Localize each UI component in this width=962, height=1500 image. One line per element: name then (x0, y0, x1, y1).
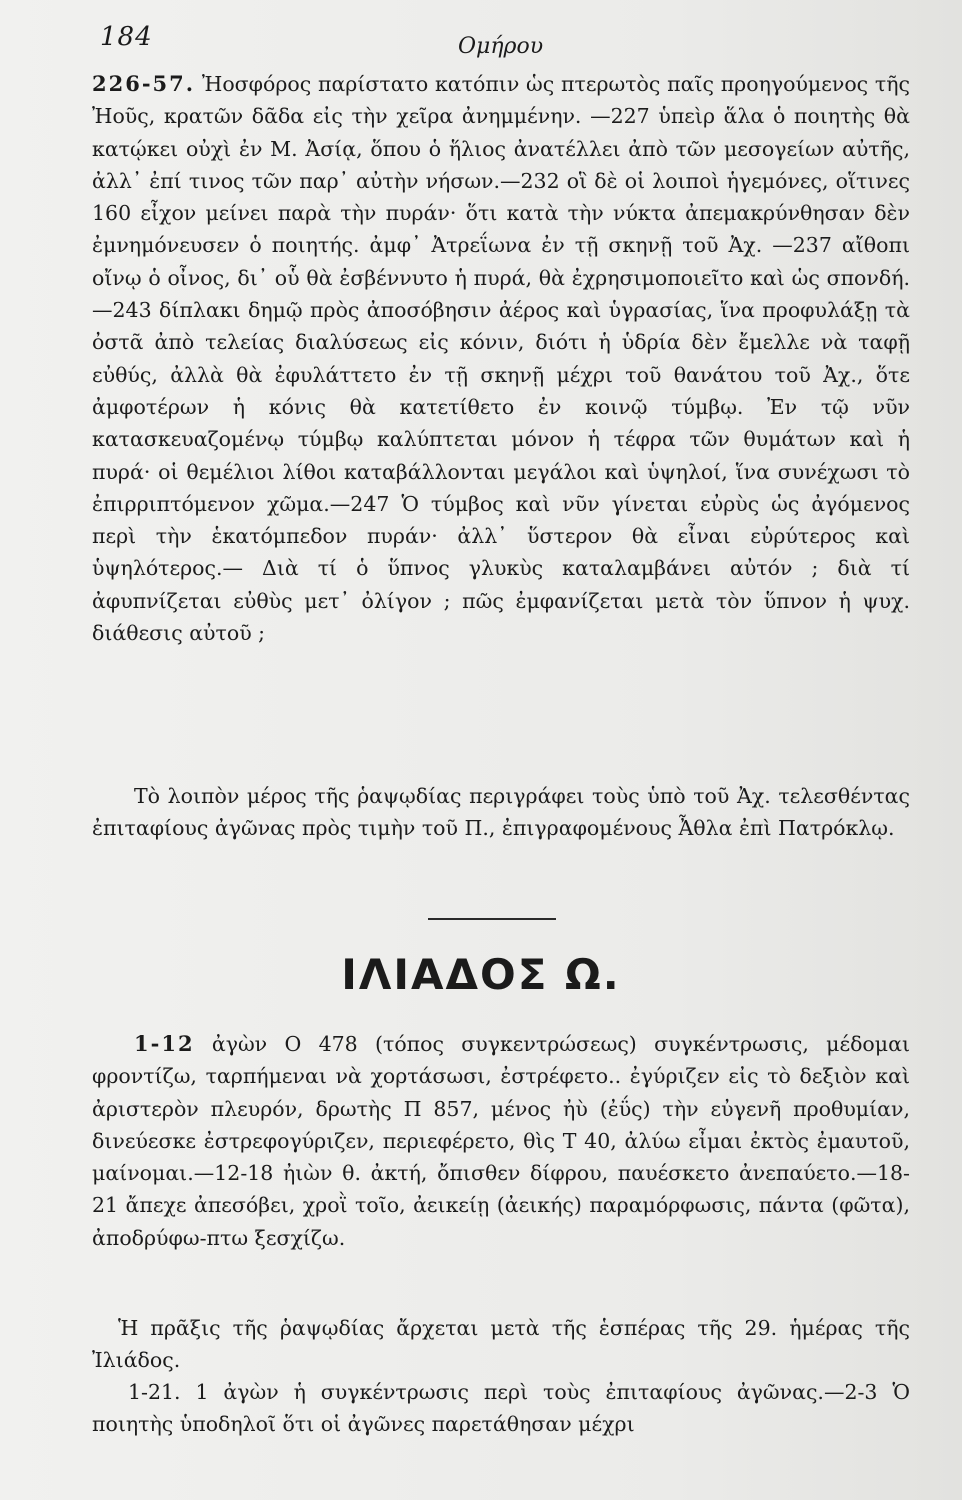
section-divider (428, 918, 556, 920)
commentary-paragraph-4 (92, 1312, 910, 1377)
verse-range-lead: 1-12 (134, 1031, 195, 1056)
verse-range-lead: 1-21. (128, 1380, 181, 1404)
paragraph-text: Τὸ λοιπὸν μέρος τῆς ῥαψῳδίας περιγράφει τοὺς ὑπὸ τοῦ Ἀχ. τελεσθέντας ἐπιταφίους ἀγῶνας πρὸς τιμὴν τοῦ Π., ἐπιγραφομένους Ἆθλα ἐπὶ Πατρόκλῳ. (92, 784, 910, 841)
paragraph-text: 1 ἀγὼν ἡ συγκέντρωσις περὶ τοὺς ἐπιταφίους ἀγῶνας.—2-3 Ὁ ποιητὴς ὑποδηλοῖ ὅτι οἱ ἀγῶνες παρετάθησαν μέχρι (92, 1380, 910, 1437)
paragraph-text: Ἠοσφόρος παρίστατο κατόπιν ὡς πτερωτὸς παῖς προηγούμενος τῆς Ἠοῦς, κρατῶν δᾶδα εἰς τὴν χεῖρα ἀνημμένην. —227 ὑπεὶρ ἅλα ὁ ποιητὴς θὰ κατῴκει οὐχὶ ἐν Μ. Ἀσίᾳ, ὅπου ὁ ἥλιος ἀνατέλλει ἀπὸ τῶν μεσογείων αὐτῆς, ἀλλ᾽ ἐπί τινος τῶν παρ᾽ αὐτὴν νήσων.—232 οἳ δὲ οἱ λοιποὶ ἡγεμόνες, οἵτινες 160 εἶχον μείνει παρὰ τὴν πυράν· ὅτι κατὰ τὴν νύκτα ἀπεμακρύνθησαν δὲν ἐμνημόνευσεν ὁ ποιητής. ἀμφ᾽ Ἀτρεΐωνα ἐν τῇ σκηνῇ τοῦ Ἀχ. —237 αἴθοπι οἴνῳ ὁ οἶνος, δι᾽ οὗ θὰ ἐσβέννυτο ἡ πυρά, θὰ ἐχρησιμοποιεῖτο καὶ ὡς σπονδή.—243 δίπλακι δημῷ πρὸς ἀποσόβησιν ἀέρος καὶ ὑγρασίας, ἵνα προφυλάξῃ τὰ ὀστᾶ ἀπὸ τελείας διαλύσεως εἰς κόνιν, διότι ἡ ὑδρία δὲν ἔμελλε νὰ ταφῇ εὐθύς, ἀλλὰ θὰ ἐφυλάττετο ἐν τῇ σκηνῇ μέχρι τοῦ θανάτου τοῦ Ἀχ., ὅτε ἀμφοτέρων ἡ κόνις θὰ κατετίθετο ἐν κοινῷ τύμβῳ. Ἐν τῷ νῦν κατασκευαζομένῳ τύμβῳ καλύπτεται μόνον ἡ τέφρα τῶν θυμάτων καὶ ἡ πυρά· οἱ θεμέλιοι λίθοι καταβάλλονται μεγάλοι καὶ ὑψηλοί, ἵνα συνέχωσι τὸ ἐπιρριπτόμενον χῶμα.—247 Ὁ τύμβος καὶ νῦν γίνεται εὐρὺς ὡς ἀγόμενος περὶ τὴν ἑκατόμπεδον πυράν· ἀλλ᾽ ὕστερον θὰ εἶναι εὐρύτερος καὶ ὑψηλότερος.— Διὰ τί ὁ ὕπνος γλυκὺς καταλαμβάνει αὐτόν ; διὰ τί ἀφυπνίζεται εὐθὺς μετ᾽ ὀλίγον ; πῶς ἐμφανίζεται μετὰ τὸν ὕπνον ἡ ψυχ. διάθεσις αὐτοῦ ; (92, 72, 910, 646)
commentary-paragraph-2 (92, 780, 910, 845)
paragraph-text: ἀγὼν Ο 478 (τόπος συγκεντρώσεως) συγκέντρωσις, μέδομαι φροντίζω, ταρπήμεναι νὰ χορτάσωσι, ἐστρέφετο.. ἐγύριζεν εἰς τὸ δεξιὸν καὶ ἀριστερὸν πλευρόν, δρωτὴς Π 857, μένος ἠὺ (ἐΰς) τὴν εὐγενῆ προθυμίαν, δινεύεσκε ἐστρεφογύριζεν, περιεφέρετο, θὶς Τ 40, ἀλύω εἶμαι ἐκτὸς ἐμαυτοῦ, μαίνομαι.—12-18 ἠιὼν θ. ἀκτή, ὄπισθεν δίφρου, παυέσκετο ἀνεπαύετο.—18-21 ἄπεχε ἀπεσόβει, χροῒ τοῖο, ἀεικείῃ (ἀεικής) παραμόρφωσις, πάντα (φῶτα), ἀποδρύφω-πτω ξεσχίζω. (92, 1032, 910, 1250)
verse-range-lead: 226-57. (92, 71, 196, 96)
commentary-paragraph-3 (92, 1028, 910, 1254)
book-title: ΙΛΙΑΔΟΣ Ω. (341, 950, 621, 999)
page-number: 184 (100, 22, 153, 52)
commentary-paragraph-5 (92, 1376, 910, 1441)
commentary-paragraph-1 (92, 68, 910, 649)
running-title: Ομήρου (458, 34, 544, 59)
paragraph-text: Ἡ πρᾶξις τῆς ῥαψῳδίας ἄρχεται μετὰ τῆς ἑσπέρας τῆς 29. ἡμέρας τῆς Ἰλιάδος. (92, 1316, 910, 1373)
page-header (100, 22, 907, 62)
